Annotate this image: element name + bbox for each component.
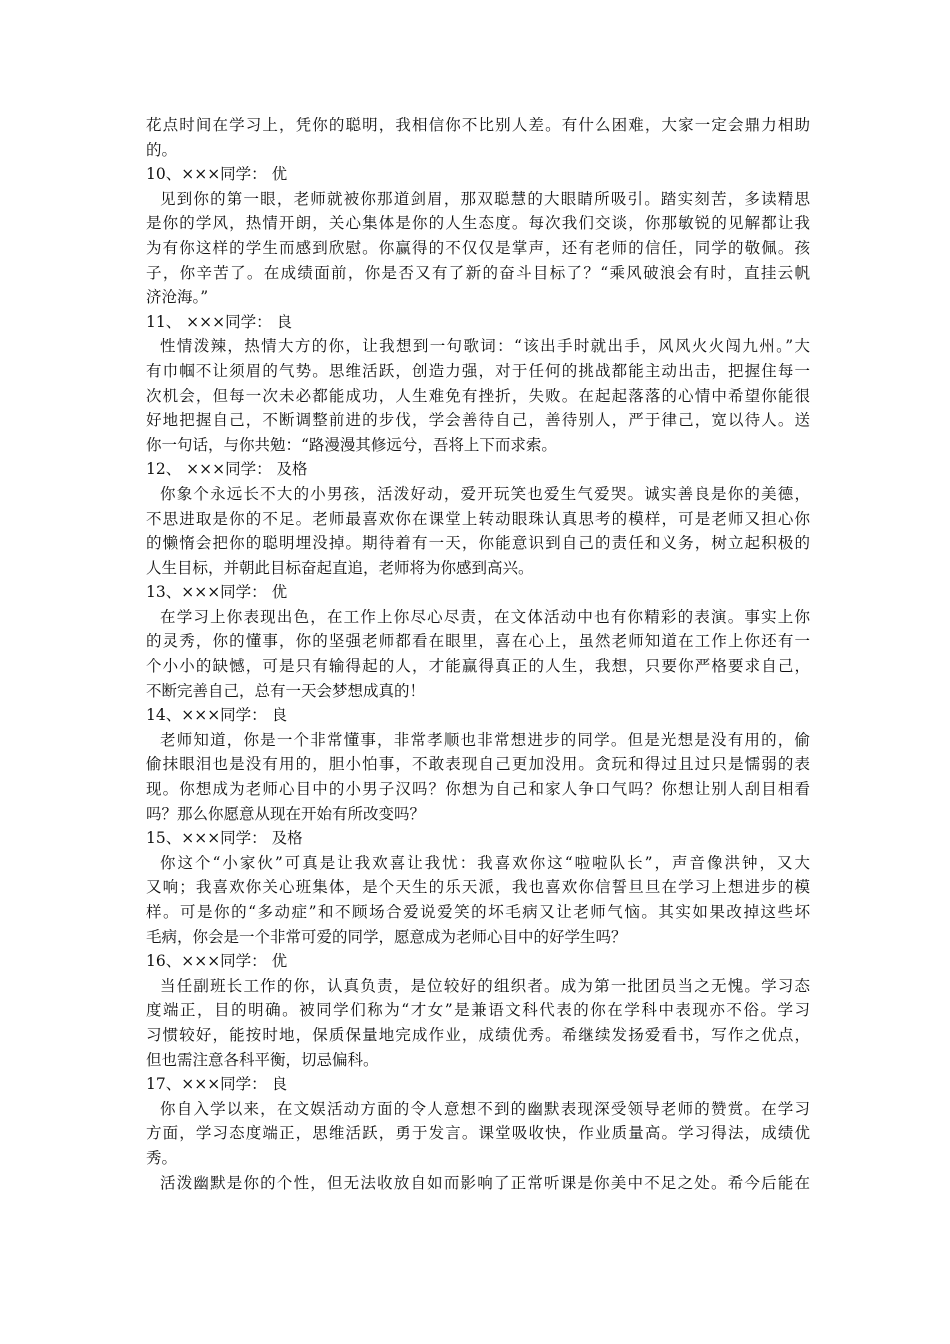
text-line: 在学习上你表现出色，在工作上你尽心尽责，在文体活动中也有你精彩的表演。事实上你 (160, 607, 810, 626)
text-line: 你自入学以来，在文娱活动方面的令人意想不到的幽默表现深受领导老师的赞赏。在学习 (160, 1099, 810, 1118)
student-heading: 10、×××同学： 优 (146, 165, 288, 184)
text-line: 吗？那么你愿意从现在开始有所改变吗？ (146, 804, 426, 823)
document-page (146, 113, 810, 1195)
text-line: 现。你想成为老师心目中的小男子汉吗？你想为自己和家人争口气吗？你想让别人刮目相看 (146, 780, 810, 799)
student-heading: 11、 ×××同学： 良 (146, 312, 293, 331)
student-heading: 15、×××同学： 及格 (146, 829, 303, 848)
text-line: 的懒惰会把你的聪明埋没掉。期待着有一天，你能意识到自己的责任和义务，树立起积极的 (146, 534, 810, 553)
text-line: 好地把握自己，不断调整前进的步伐，学会善待自己，善待别人，严于律己，宽以待人。送 (146, 411, 810, 430)
text-line: 的。 (146, 140, 178, 159)
comment-paragraph (146, 1097, 810, 1171)
text-line: 当任副班长工作的你，认真负责，是位较好的组织者。成为第一批团员当之无愧。学习态 (160, 976, 810, 995)
text-line: 个小小的缺憾，可是只有输得起的人，才能赢得真正的人生，我想，只要你严格要求自己， (146, 657, 810, 676)
text-line: 但也需注意各科平衡，切忌偏科。 (146, 1050, 379, 1069)
text-line: 样。可是你的“多动症”和不顾场合爱说爱笑的坏毛病又让老师气恼。其实如果改掉这些坏 (146, 903, 810, 921)
text-line: 又响；我喜欢你关心班集体，是个天生的乐天派，我也喜欢你信誓旦旦在学习上想进步的模 (146, 878, 810, 897)
student-heading: 16、×××同学： 优 (146, 952, 288, 971)
text-line: 为有你这样的学生而感到欣慰。你赢得的不仅仅是掌声，还有老师的信任，同学的敬佩。孩 (146, 238, 810, 257)
text-line: 次机会，但每一次未必都能成功，人生难免有挫折，失败。在起起落落的心情中希望你能很 (146, 386, 810, 405)
text-line: 活泼幽默是你的个性，但无法收放自如而影响了正常听课是你美中不足之处。希今后能在 (160, 1173, 810, 1192)
comment-paragraph (146, 187, 810, 310)
text-line: 你这个“小家伙”可真是让我欢喜让我忧：我喜欢你这“啦啦队长”，声音像洪钟，又大 (160, 853, 810, 872)
text-line: 的灵秀，你的懂事，你的坚强老师都看在眼里，喜在心上，虽然老师知道在工作上你还有一 (146, 632, 810, 651)
text-line: 不断完善自己，总有一天会梦想成真的！ (146, 681, 426, 700)
text-line: 子，你辛苦了。在成绩面前，你是否又有了新的奋斗目标了？“乘风破浪会有时，直挂云帆 (146, 263, 810, 282)
text-line: 济沧海。” (146, 288, 209, 307)
student-heading: 17、×××同学： 良 (146, 1075, 288, 1094)
student-heading: 14、×××同学： 良 (146, 706, 288, 725)
text-line: 有巾帼不让须眉的气势。思维活跃，创造力强，对于任何的挑战都能主动出击，把握住每一 (146, 361, 810, 380)
text-line: 不思进取是你的不足。老师最喜欢你在课堂上转动眼珠认真思考的模样，可是老师又担心你 (146, 509, 810, 528)
comment-paragraph (146, 974, 810, 1072)
comment-paragraph (146, 482, 810, 580)
comment-paragraph (146, 851, 810, 949)
text-line: 度端正，目的明确。被同学们称为“才女”是兼语文科代表的你在学科中表现亦不俗。学习 (146, 1001, 810, 1020)
text-line: 你一句话，与你共勉：“路漫漫其修远兮，吾将上下而求索。 (146, 435, 557, 454)
comment-paragraph (146, 605, 810, 703)
text-line: 老师知道，你是一个非常懂事，非常孝顺也非常想进步的同学。但是光想是没有用的，偷 (160, 730, 810, 749)
text-line: 性情泼辣，热情大方的你，让我想到一句歌词：“该出手时就出手，风风火火闯九州。”大 (160, 337, 810, 356)
text-line: 秀。 (146, 1148, 178, 1167)
text-line: 是你的学风，热情开朗，关心集体是你的人生态度。每次我们交谈，你那敏锐的见解都让我 (146, 214, 810, 233)
text-line: 人生目标，并朝此目标奋起直追，老师将为你感到高兴。 (146, 558, 534, 577)
student-heading: 12、 ×××同学： 及格 (146, 460, 308, 479)
student-heading: 13、×××同学： 优 (146, 583, 288, 602)
comment-paragraph (146, 113, 810, 162)
text-line: 花点时间在学习上，凭你的聪明，我相信你不比别人差。有什么困难，大家一定会鼎力相助 (146, 116, 810, 134)
text-line: 见到你的第一眼，老师就被你那道剑眉，那双聪慧的大眼睛所吸引。踏实刻苦，多读精思 (160, 189, 810, 208)
comment-paragraph (146, 1171, 810, 1196)
comment-paragraph (146, 728, 810, 826)
comment-paragraph (146, 334, 810, 457)
text-line: 你象个永远长不大的小男孩，活泼好动，爱开玩笑也爱生气爱哭。诚实善良是你的美德， (160, 484, 810, 503)
text-line: 偷抹眼泪也是没有用的，胆小怕事，不敢表现自己更加没用。贪玩和得过且过只是懦弱的表 (146, 755, 810, 774)
text-line: 毛病，你会是一个非常可爱的同学，愿意成为老师心目中的好学生吗？ (146, 927, 627, 946)
text-line: 习惯较好，能按时地，保质保量地完成作业，成绩优秀。希继续发扬爱看书，写作之优点， (146, 1025, 810, 1044)
text-line: 方面，学习态度端正，思维活跃，勇于发言。课堂吸收快，作业质量高。学习得法，成绩优 (146, 1124, 810, 1143)
